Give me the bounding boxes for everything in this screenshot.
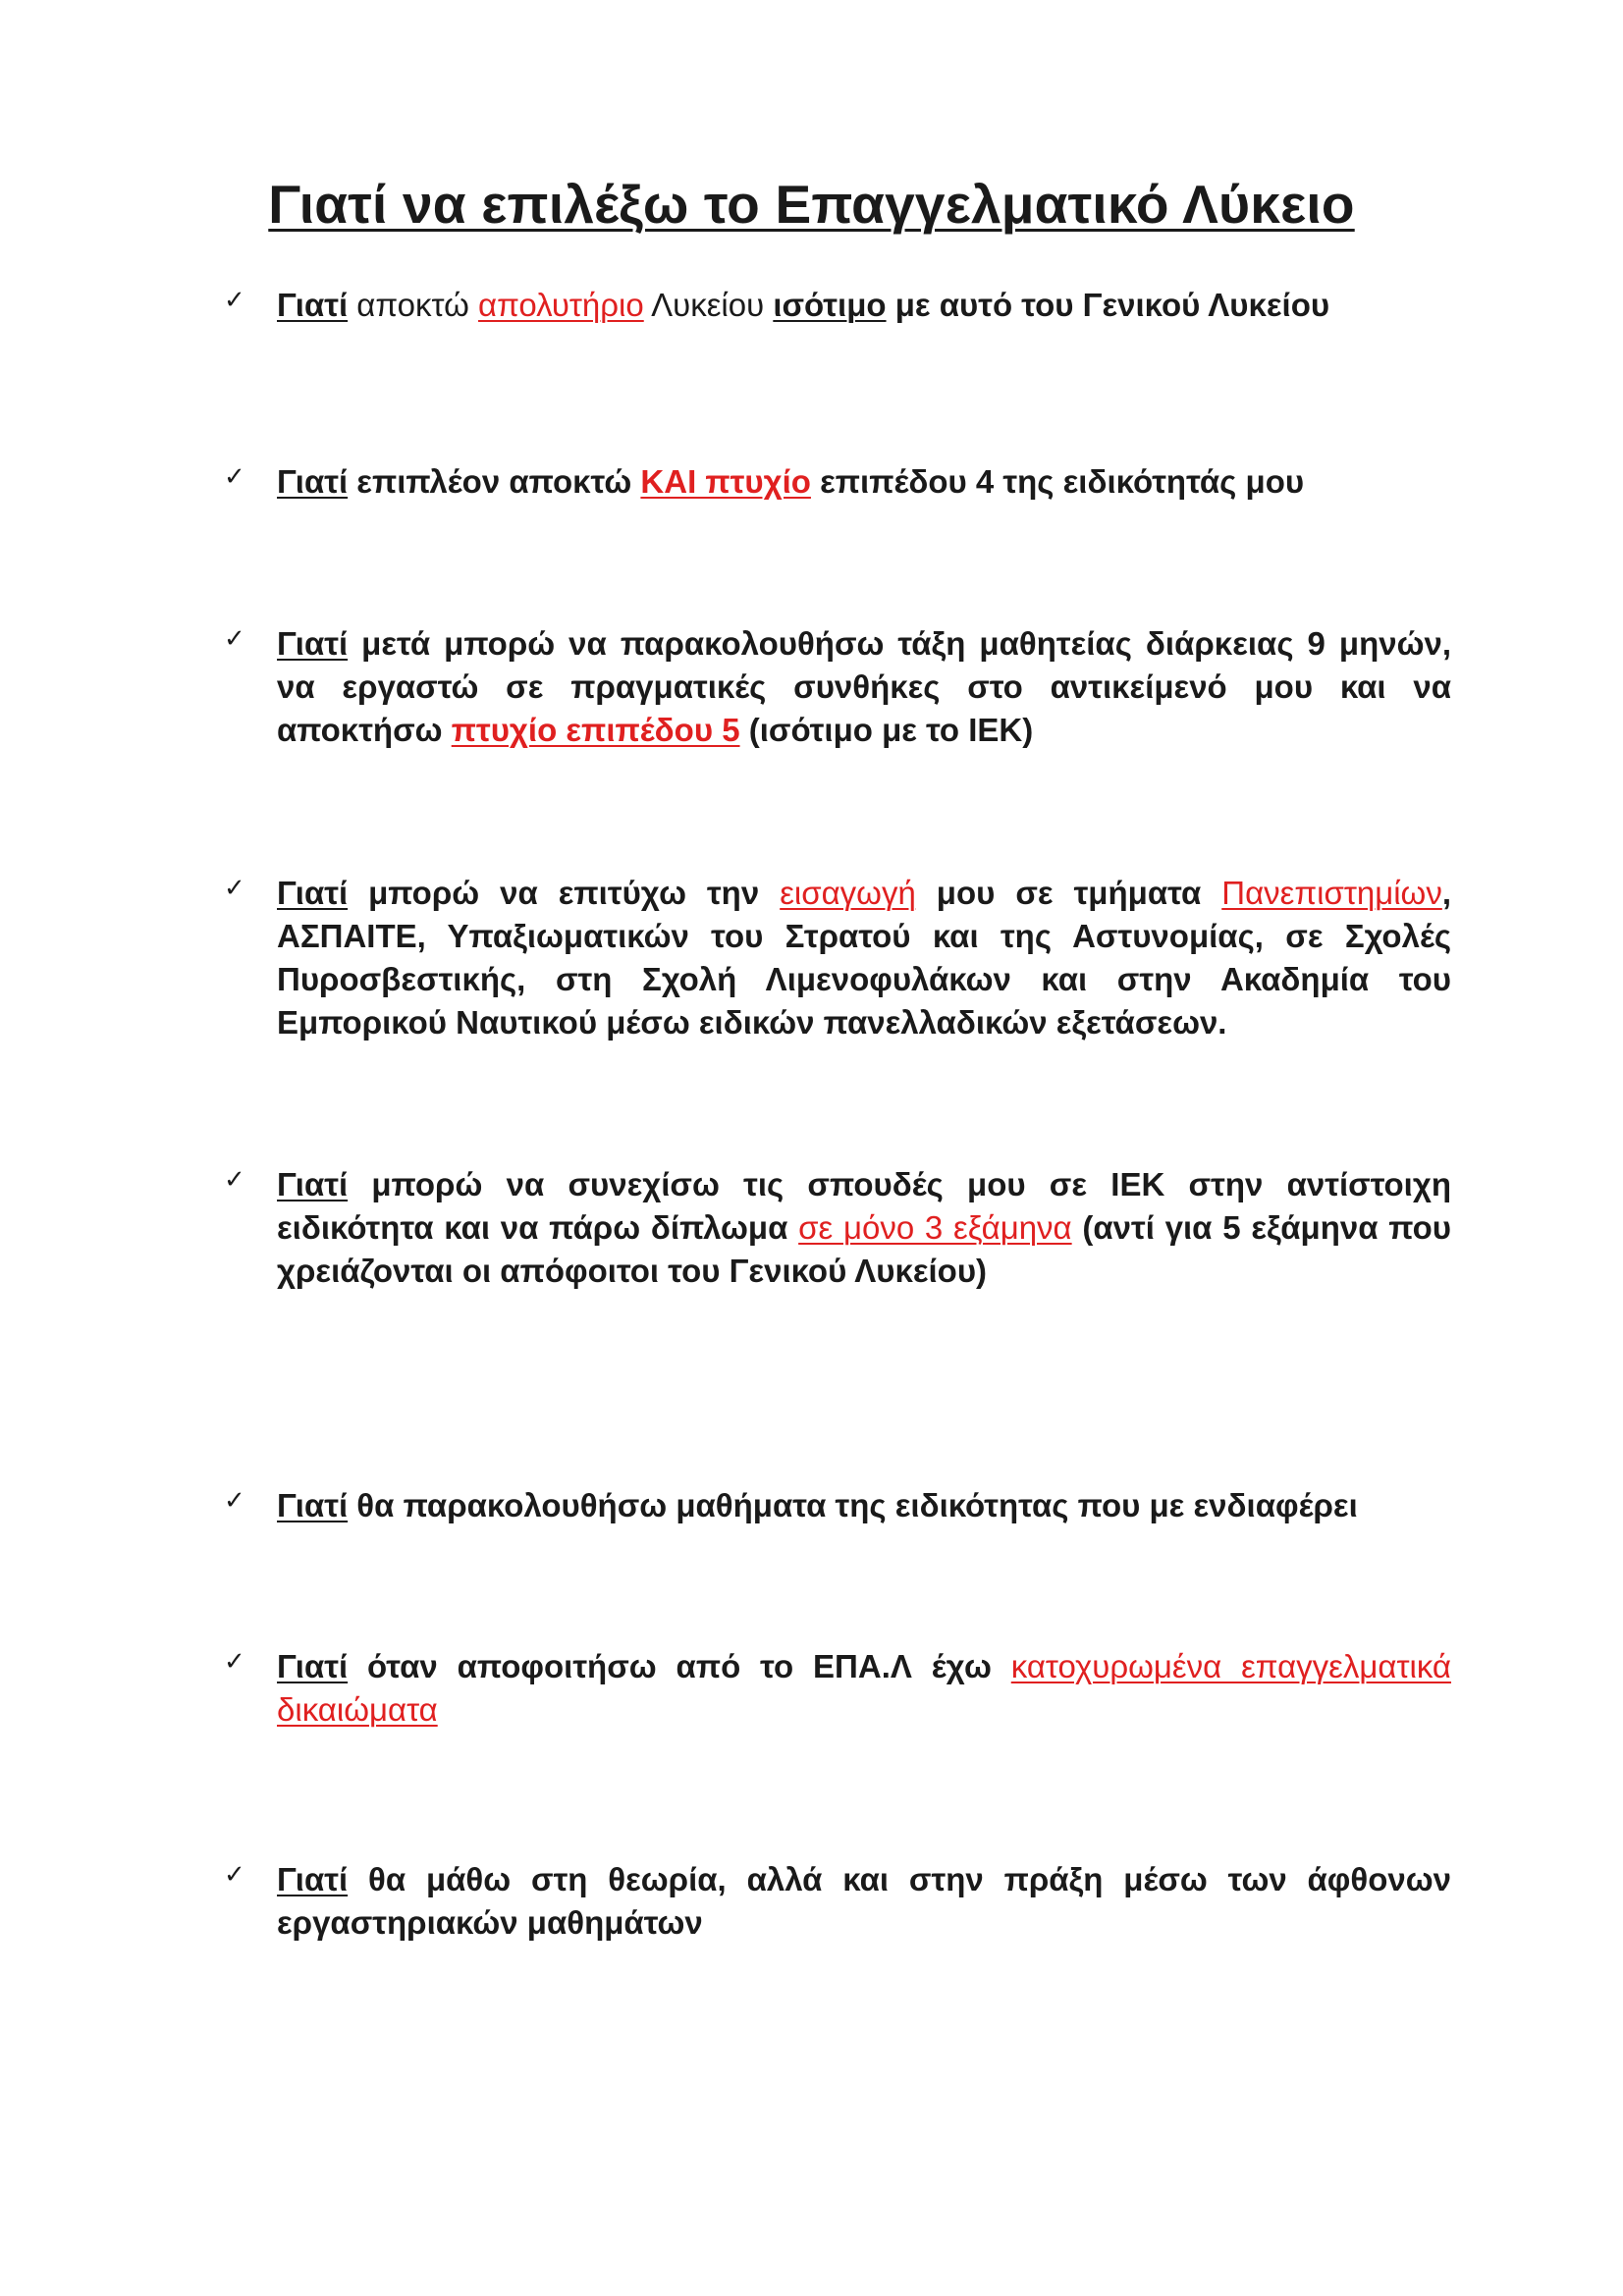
highlight: κατοχυρωμένα επαγγελματικά δικαιώματα (277, 1648, 1452, 1728)
lead-word: Γιατί (277, 875, 349, 911)
list-item-text: Γιατί θα μάθω στη θεωρία, αλλά και στην πράξη μέσω των άφθονων εργαστηριακών μαθημάτων (277, 1861, 1451, 1941)
lead-word: Γιατί (277, 463, 349, 500)
check-icon: ✓ (224, 286, 245, 315)
highlight: σε μόνο 3 εξάμηνα (798, 1209, 1072, 1246)
lead-word: Γιατί (277, 1861, 349, 1897)
highlight: πτυχίο επιπέδου 5 (451, 712, 740, 748)
list-item-text: Γιατί όταν αποφοιτήσω από το ΕΠΑ.Λ έχω κατοχυρωμένα επαγγελματικά δικαιώματα (277, 1648, 1452, 1728)
check-icon: ✓ (224, 1647, 245, 1677)
page-title: Γιατί να επιλέξω το Επαγγελματικό Λύκειο (268, 174, 1355, 235)
check-icon: ✓ (224, 1486, 245, 1516)
lead-word: Γιατί (277, 287, 349, 323)
highlight: Πανεπιστημίων (1221, 875, 1442, 911)
highlight: ΚΑΙ πτυχίο (640, 463, 811, 500)
list-item-text: Γιατί μετά μπορώ να παρακολουθήσω τάξη μαθητείας διάρκειας 9 μηνών, να εργαστώ σε πραγματικές συνθήκες στο αντικείμενό μου και να αποκτήσω πτυχίο επιπέδου 5 (ισότιμο με το ΙΕΚ) (277, 625, 1451, 748)
list-item-text: Γιατί αποκτώ απολυτήριο Λυκείου ισότιμο με αυτό του Γενικού Λυκείου (277, 287, 1330, 323)
lead-word: Γιατί (277, 1166, 349, 1202)
lead-word: Γιατί (277, 625, 349, 662)
check-icon: ✓ (224, 1860, 245, 1890)
list-item-text: Γιατί θα παρακολουθήσω μαθήματα της ειδικότητας που με ενδιαφέρει (277, 1487, 1358, 1523)
check-icon: ✓ (224, 624, 245, 654)
highlight: απολυτήριο (478, 287, 644, 323)
check-icon: ✓ (224, 1165, 245, 1195)
underlined-term: ισότιμο (773, 287, 887, 323)
list-item-text: Γιατί μπορώ να επιτύχω την εισαγωγή μου σε τμήματα Πανεπιστημίων, ΑΣΠΑΙΤΕ, Υπαξιωματικών του Στρατού και της Αστυνομίας, σε Σχολές Πυροσβεστικής, στη Σχολή Λιμενοφυλάκων και στην Ακαδημία του Εμπορικού Ναυτικού μέσω ειδικών πανελλαδικών εξετάσεων. (277, 875, 1451, 1041)
list-item-text: Γιατί επιπλέον αποκτώ ΚΑΙ πτυχίο επιπέδου 4 της ειδικότητάς μου (277, 463, 1305, 500)
check-icon: ✓ (224, 462, 245, 492)
check-icon: ✓ (224, 874, 245, 903)
lead-word: Γιατί (277, 1487, 349, 1523)
highlight: εισαγωγή (780, 875, 916, 911)
list-item-text: Γιατί μπορώ να συνεχίσω τις σπουδές μου σε ΙΕΚ στην αντίστοιχη ειδικότητα και να πάρω δίπλωμα σε μόνο 3 εξάμηνα (αντί για 5 εξάμηνα που χρειάζονται οι απόφοιτοι του Γενικού Λυκείου) (277, 1166, 1451, 1289)
lead-word: Γιατί (277, 1648, 349, 1684)
